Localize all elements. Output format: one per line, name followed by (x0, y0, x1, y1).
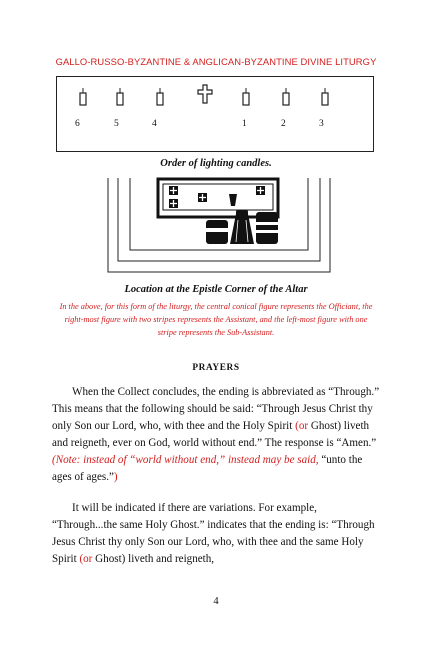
cross-icon (197, 84, 213, 104)
paragraph-text: Ghost) liveth and reigneth, (92, 553, 215, 565)
paragraph-text: When the Collect concludes, the ending is abbreviated as “Through.” This means that the following should be said: “Through Jesus Christ thy only Son our Lord, who, with thee and the Holy Spirit (52, 386, 380, 432)
altar-cross-icon (256, 186, 265, 195)
altar-diagram (106, 176, 332, 274)
candle-number: 5 (114, 119, 119, 129)
candle-caption: Order of lighting candles. (160, 158, 272, 169)
candle-number: 6 (75, 119, 80, 129)
candle-number: 1 (242, 119, 247, 129)
assistant-figure-icon (256, 212, 278, 244)
candle-number: 4 (152, 119, 157, 129)
paragraph-variations (52, 500, 380, 568)
candle-order-diagram (56, 76, 374, 152)
altar-caption: Location at the Epistle Corner of the Altar (124, 284, 308, 295)
candle-icon (319, 87, 331, 107)
paragraph-red-text: ) (113, 471, 118, 483)
page-number: 4 (213, 596, 219, 607)
section-heading: PRAYERS (192, 363, 240, 373)
paragraph-red-text: (or (295, 420, 309, 432)
figure-note: In the above, for this form of the liturgy, the central conical figure represents the Officiant, the right-most figure with two stripes represents the Assistant, and the left-most figure with one stripe represents the Sub-Assistant. (59, 302, 373, 337)
paragraph-text: Ghost) liveth and reigneth, ever on God, world without end.” The response is “Amen.” (52, 420, 377, 449)
candle-icon (240, 87, 252, 107)
candle-number: 3 (319, 119, 324, 129)
candle-number: 2 (281, 119, 286, 129)
altar-cross-icon (198, 193, 207, 202)
paragraph-collect-ending (52, 384, 380, 486)
paragraph-note-text: (Note: instead of “world without end,” instead may be said, (52, 454, 319, 466)
candle-icon (114, 87, 126, 107)
candle-icon (280, 87, 292, 107)
altar-figure-icon (229, 194, 237, 206)
paragraph-text: It will be indicated if there are variations. For example, “Through...the same Holy Ghost.” indicates that the ending is: “Through Jesus Christ thy only Son our Lord, who, with thee and the same Holy Spirit (52, 502, 375, 565)
sub-assistant-figure-icon (206, 220, 228, 244)
paragraph-red-text: (or (79, 553, 93, 565)
candle-icon (154, 87, 166, 107)
altar-cross-icon (169, 186, 178, 195)
page-header: GALLO-RUSSO-BYZANTINE & ANGLICAN-BYZANTINE DIVINE LITURGY (55, 56, 377, 67)
officiant-figure-icon (230, 210, 254, 244)
altar-cross-icon (169, 199, 178, 208)
candle-icon (77, 87, 89, 107)
paragraph-text: “unto the ages of ages.” (52, 454, 363, 483)
